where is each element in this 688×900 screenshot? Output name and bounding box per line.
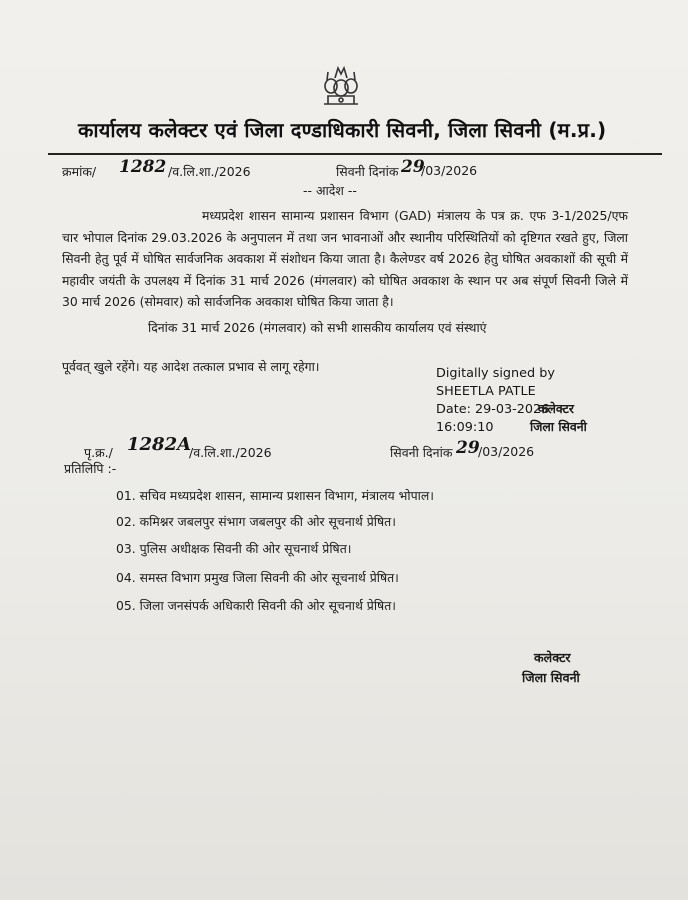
recipient-item: 02. कमिश्नर जबलपुर संभाग जबलपुर की ओर सूचनार्थ प्रेषित। [116,514,396,529]
copy-number: 1282A [127,434,192,455]
order-date-rest: /03/2026 [421,163,478,178]
body-paragraph-1: मध्यप्रदेश शासन सामान्य प्रशासन विभाग (GAD) मंत्रालय के पत्र क्र. एफ 3-1/2025/एफ चार भोपाल दिनांक 29.03.2026 के अनुपालन में तथा जन भावनाओं और स्थानीय परिस्थितियों को दृष्टिगत रखते हुए, जिला सिवनी हेतु पूर्व में घोषित सार्वजनिक अवकाश में संशोधन किया जाता है। कैलेण्डर वर्ष 2026 हेतु घोषित अवकाशों की सूची में महावीर जयंती के उपलक्ष्य में दिनांक 31 मार्च 2026 (मंगलवार) को घोषित अवकाश के स्थान पर अब संपूर्ण सिवनी जिले में 30 मार्च 2026 (सोमवार) को सार्वजनिक अवकाश घोषित किया जाता है। [62,208,628,309]
copy-suffix: /व.लि.शा./2026 [189,445,272,460]
kramank-label: क्रमांक/ [62,164,97,179]
signature-date: Date: 29-03-2026 [436,402,550,417]
header-divider [48,153,662,155]
office-title: कार्यालय कलेक्टर एवं जिला दण्डाधिकारी सिवनी, जिला सिवनी (म.प्र.) [78,118,607,142]
kramank-number: 1282 [119,157,167,177]
aadesh-heading: -- आदेश -- [303,183,357,198]
order-body [62,205,628,338]
closing-designation: कलेक्टर [534,650,571,665]
copy-date-day: 29 [456,438,480,458]
recipient-item: 04. समस्त विभाग प्रमुख जिला सिवनी की ओर सूचनार्थ प्रेषित। [116,570,399,585]
body-paragraph-2-line-1: दिनांक 31 मार्च 2026 (मंगलवार) को सभी शासकीय कार्यालय एवं संस्थाएं [148,319,487,335]
signature-district: जिला सिवनी [530,419,587,434]
order-date-day: 29 [401,157,425,177]
pratilipi-label: प्रतिलिपि :- [64,461,117,476]
order-date-label: सिवनी दिनांक [336,164,399,179]
signature-name: SHEETLA PATLE [436,384,536,399]
signature-time: 16:09:10 [436,420,494,435]
recipient-item: 05. जिला जनसंपर्क अधिकारी सिवनी की ओर सूचनार्थ प्रेषित। [116,598,396,613]
closing-district: जिला सिवनी [522,670,580,685]
recipient-item: 01. सचिव मध्यप्रदेश शासन, सामान्य प्रशासन विभाग, मंत्रालय भोपाल। [116,488,434,503]
recipient-item: 03. पुलिस अधीक्षक सिवनी की ओर सूचनार्थ प्रेषित। [116,541,352,556]
copy-date-rest: /03/2026 [478,444,535,459]
kramank-suffix: /व.लि.शा./2026 [168,164,251,179]
signature-designation: कलेक्टर [538,401,574,416]
emblem-icon [316,60,366,110]
signature-line-1: Digitally signed by [436,366,555,381]
pu-kra-label: पृ.क्र./ [84,445,113,460]
body-paragraph-2-line-2: पूर्ववत् खुले रहेंगे। यह आदेश तत्काल प्रभाव से लागू रहेगा। [62,359,320,374]
copy-date-label: सिवनी दिनांक [390,445,453,460]
